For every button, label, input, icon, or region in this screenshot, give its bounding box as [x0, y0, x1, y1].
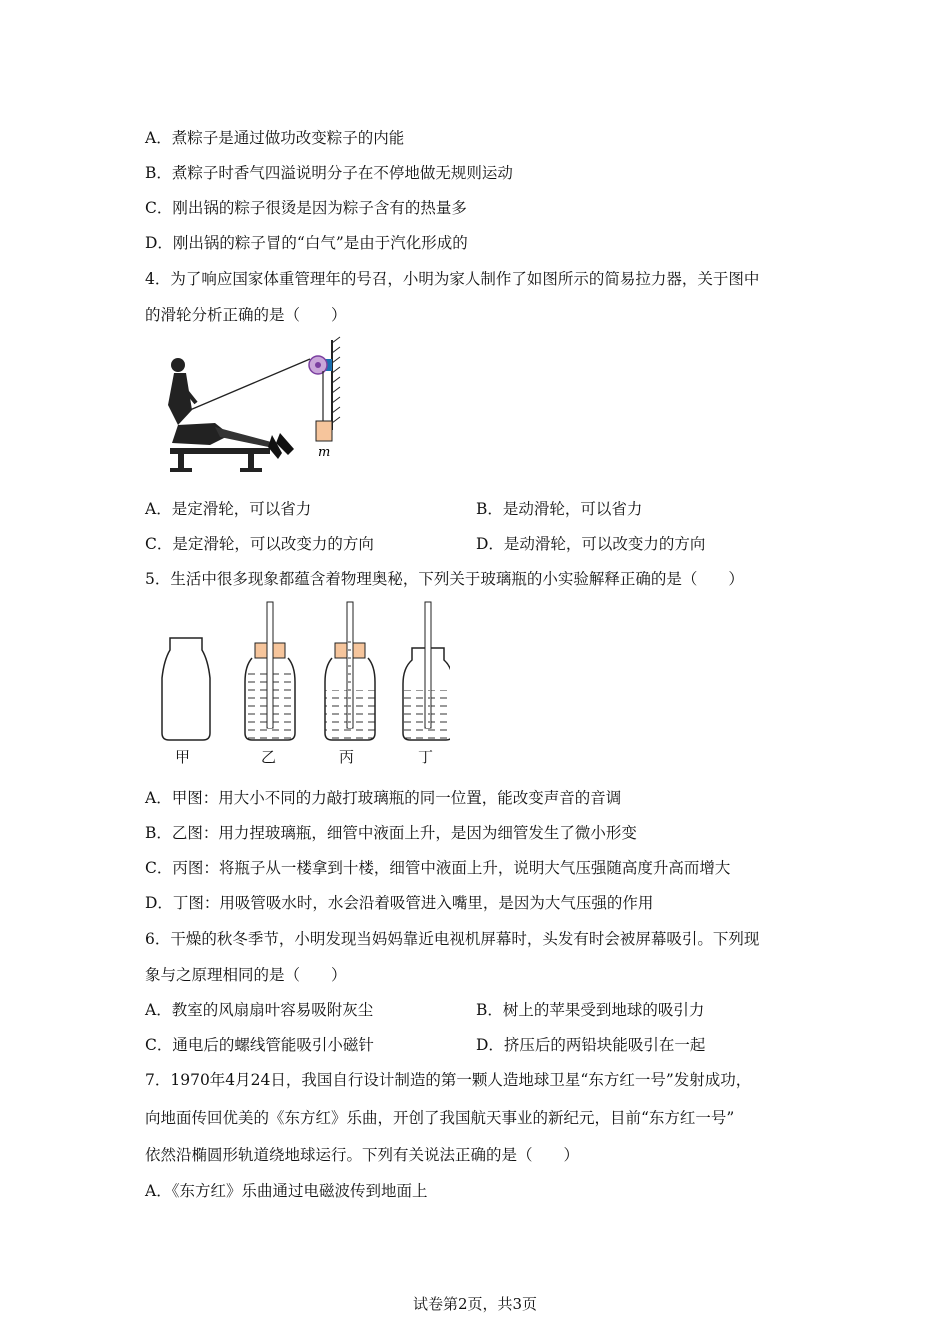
q7-option-a: A．《东方红》乐曲通过电磁波传到地面上 — [145, 1182, 428, 1200]
mass-label: m — [318, 445, 331, 460]
bottle-yi — [245, 602, 295, 740]
q4-stem-line-2: 的滑轮分析正确的是（ ） — [145, 306, 347, 324]
bottle-label-jia: 甲 — [175, 748, 191, 766]
q4-option-d: D．是动滑轮，可以改变力的方向 — [476, 535, 706, 553]
bottles-figure — [150, 598, 450, 743]
q3-option-d: D．刚出锅的粽子冒的“白气”是由于汽化形成的 — [145, 234, 468, 252]
q7-stem-line-3: 依然沿椭圆形轨道绕地球运行。下列有关说法正确的是（ ） — [145, 1146, 580, 1164]
q3-option-c: C．刚出锅的粽子很烫是因为粽子含有的热量多 — [145, 199, 467, 217]
q7-stem-line-1: 7．1970年4月24日，我国自行设计制造的第一颗人造地球卫星“东方红一号”发射成功， — [145, 1071, 752, 1089]
q7-stem-line-2: 向地面传回优美的《东方红》乐曲，开创了我国航天事业的新纪元，目前“东方红一号” — [145, 1109, 735, 1127]
q6-option-c: C．通电后的螺线管能吸引小磁针 — [145, 1036, 374, 1054]
bottle-bing — [325, 602, 375, 740]
bottle-label-ding: 丁 — [418, 748, 434, 766]
q6-stem-line-2: 象与之原理相同的是（ ） — [145, 966, 347, 984]
bottle-ding — [403, 602, 450, 740]
pulley-figure — [160, 335, 360, 475]
q4-option-a: A．是定滑轮，可以省力 — [145, 500, 312, 518]
weight-block — [316, 421, 332, 441]
q3-option-b: B．煮粽子时香气四溢说明分子在不停地做无规则运动 — [145, 164, 513, 182]
q5-option-b: B．乙图：用力捏玻璃瓶，细管中液面上升，是因为细管发生了微小形变 — [145, 824, 637, 842]
q3-option-a: A．煮粽子是通过做功改变粽子的内能 — [145, 129, 405, 147]
q5-option-a: A．甲图：用大小不同的力敲打玻璃瓶的同一位置，能改变声音的音调 — [145, 789, 622, 807]
q5-option-c: C．丙图：将瓶子从一楼拿到十楼，细管中液面上升，说明大气压强随高度升高而增大 — [145, 859, 731, 877]
q6-option-b: B．树上的苹果受到地球的吸引力 — [476, 1001, 705, 1019]
q6-option-a: A．教室的风扇扇叶容易吸附灰尘 — [145, 1001, 374, 1019]
page-footer: 试卷第2页，共3页 — [412, 1295, 538, 1313]
q4-option-b: B．是动滑轮，可以省力 — [476, 500, 643, 518]
bottle-label-yi: 乙 — [261, 748, 277, 766]
q4-stem-line-1: 4．为了响应国家体重管理年的号召，小明为家人制作了如图所示的简易拉力器，关于图中 — [145, 270, 760, 288]
q5-option-d: D．丁图：用吸管吸水时，水会沿着吸管进入嘴里，是因为大气压强的作用 — [145, 894, 654, 912]
q6-stem-line-1: 6．干燥的秋冬季节，小明发现当妈妈靠近电视机屏幕时，头发有时会被屏幕吸引。下列现 — [145, 930, 760, 948]
q5-stem: 5．生活中很多现象都蕴含着物理奥秘，下列关于玻璃瓶的小实验解释正确的是（ ） — [145, 570, 744, 588]
q6-option-d: D．挤压后的两铅块能吸引在一起 — [476, 1036, 706, 1054]
q4-option-c: C．是定滑轮，可以改变力的方向 — [145, 535, 374, 553]
bottle-jia — [162, 638, 210, 740]
bottle-label-bing: 丙 — [339, 748, 355, 766]
